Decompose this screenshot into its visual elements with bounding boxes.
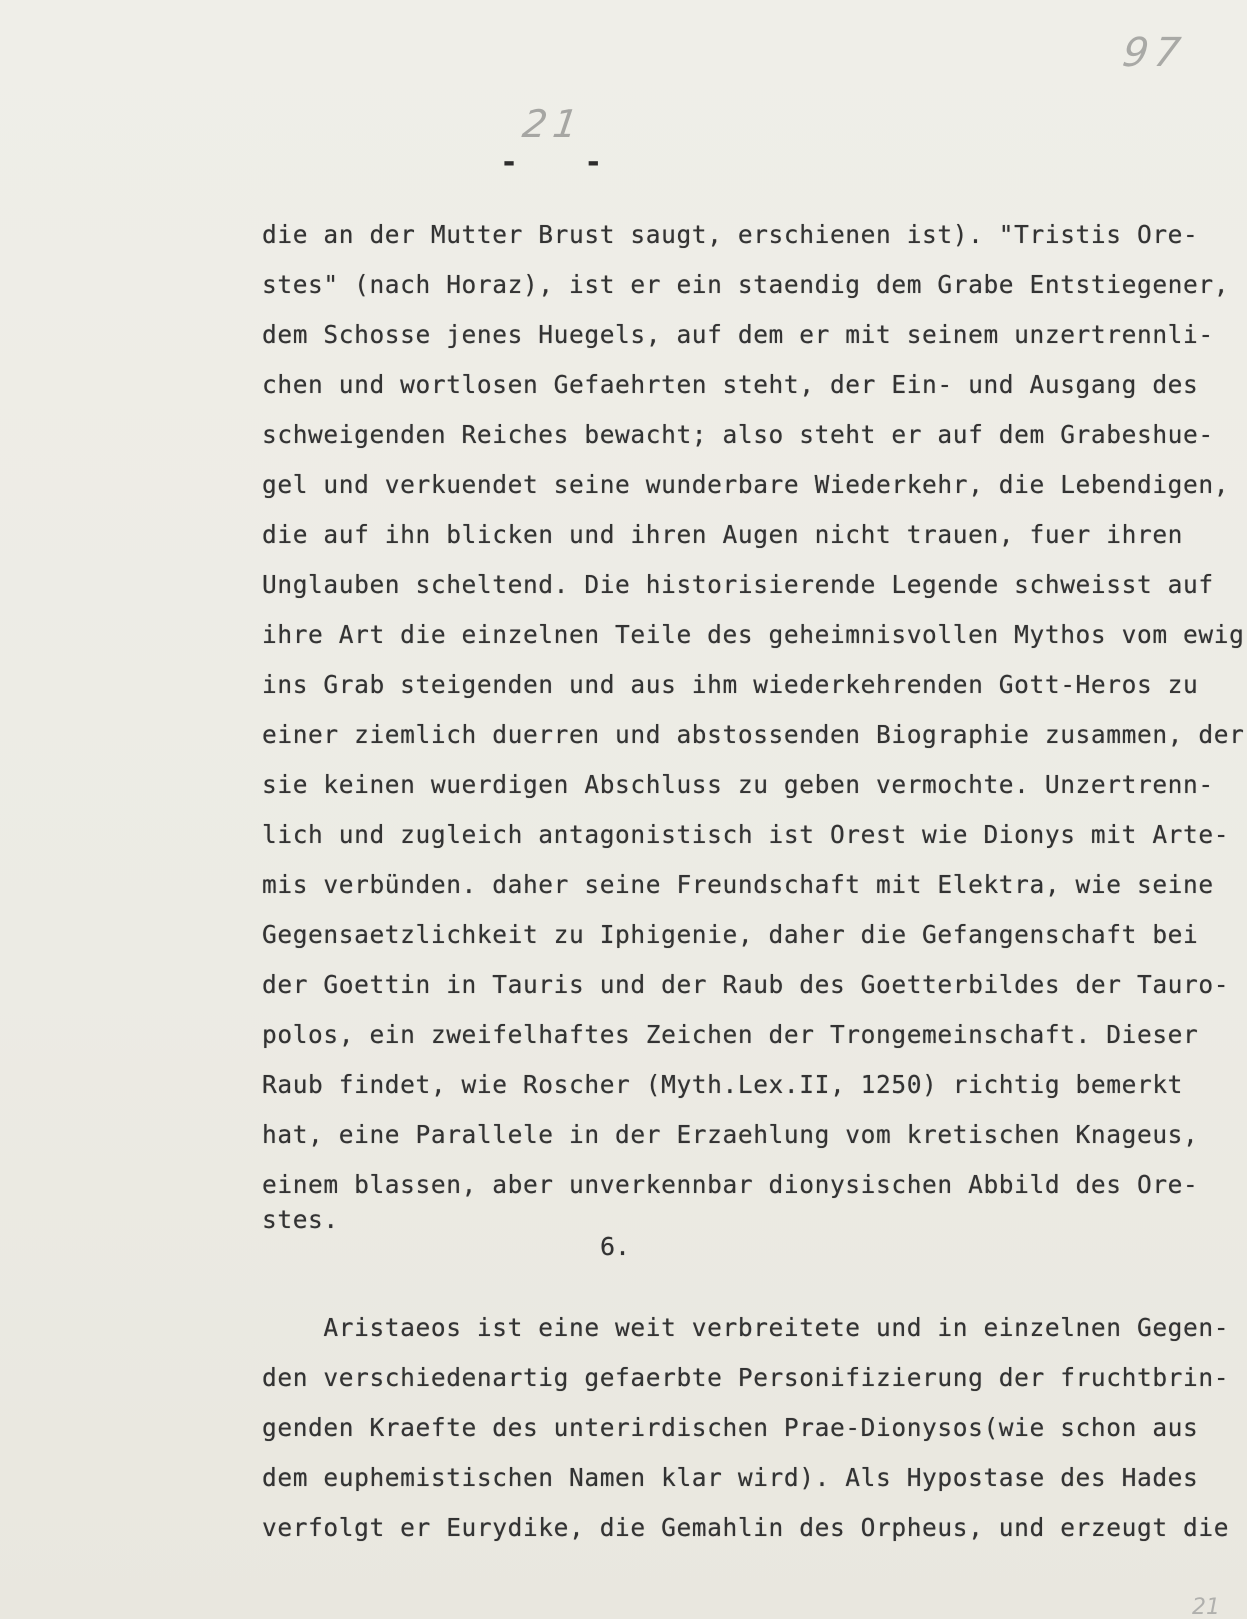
text-line: polos, ein zweifelhaftes Zeichen der Trongemeinschaft. Dieser: [262, 1020, 1199, 1049]
margin-pencil-mark: 21: [1192, 1595, 1220, 1619]
text-line: chen und wortlosen Gefaehrten steht, der Ein- und Ausgang des: [262, 370, 1199, 399]
handwritten-page-number: 21: [519, 102, 587, 146]
text-line: mis verbünden. daher seine Freundschaft mit Elektra, wie seine: [262, 870, 1214, 899]
text-line: die auf ihn blicken und ihren Augen nicht trauen, fuer ihren: [262, 520, 1184, 549]
text-line: einem blassen, aber unverkennbar dionysischen Abbild des Ore-: [262, 1170, 1199, 1199]
text-line: stes" (nach Horaz), ist er ein staendig dem Grabe Entstiegener,: [262, 270, 1230, 299]
text-line: lich und zugleich antagonistisch ist Orest wie Dionys mit Arte-: [262, 820, 1230, 849]
text-line: die an der Mutter Brust saugt, erschienen ist). "Tristis Ore-: [262, 220, 1199, 249]
text-line: Gegensaetzlichkeit zu Iphigenie, daher die Gefangenschaft bei: [262, 920, 1199, 949]
text-line: hat, eine Parallele in der Erzaehlung vom kretischen Knageus,: [262, 1120, 1199, 1149]
text-line: dem Schosse jenes Huegels, auf dem er mit seinem unzertrennli-: [262, 320, 1214, 349]
text-line: den verschiedenartig gefaerbte Personifizierung der fruchtbrin-: [262, 1363, 1230, 1392]
text-line: einer ziemlich duerren und abstossenden Biographie zusammen, der: [262, 720, 1245, 749]
text-line: genden Kraefte des unterirdischen Prae-Dionysos(wie schon aus: [262, 1413, 1199, 1442]
text-line: Raub findet, wie Roscher (Myth.Lex.II, 1250) richtig bemerkt: [262, 1070, 1184, 1099]
text-line: stes.: [262, 1205, 339, 1234]
paragraph-aristaeos: [262, 1303, 1230, 1553]
text-line: gel und verkuendet seine wunderbare Wiederkehr, die Lebendigen,: [262, 470, 1230, 499]
typed-page-header: - -: [500, 145, 606, 180]
section-number: 6.: [600, 1232, 631, 1261]
text-line: dem euphemistischen Namen klar wird). Als Hypostase des Hades: [262, 1463, 1199, 1492]
text-line: der Goettin in Tauris und der Raub des Goetterbildes der Tauro-: [262, 970, 1230, 999]
archive-page-number: 97: [1119, 30, 1190, 76]
text-line: ihre Art die einzelnen Teile des geheimnisvollen Mythos vom ewig: [262, 620, 1245, 649]
text-line: verfolgt er Eurydike, die Gemahlin des Orpheus, und erzeugt die: [262, 1513, 1230, 1542]
text-line: Unglauben scheltend. Die historisierende Legende schweisst auf: [262, 570, 1214, 599]
text-line: ins Grab steigenden und aus ihm wiederkehrenden Gott-Heros zu: [262, 670, 1199, 699]
text-line: schweigenden Reiches bewacht; also steht er auf dem Grabeshue-: [262, 420, 1214, 449]
text-line: sie keinen wuerdigen Abschluss zu geben vermochte. Unzertrenn-: [262, 770, 1214, 799]
paragraph-orestes: [262, 210, 1245, 1240]
text-line: Aristaeos ist eine weit verbreitete und in einzelnen Gegen-: [262, 1313, 1230, 1342]
